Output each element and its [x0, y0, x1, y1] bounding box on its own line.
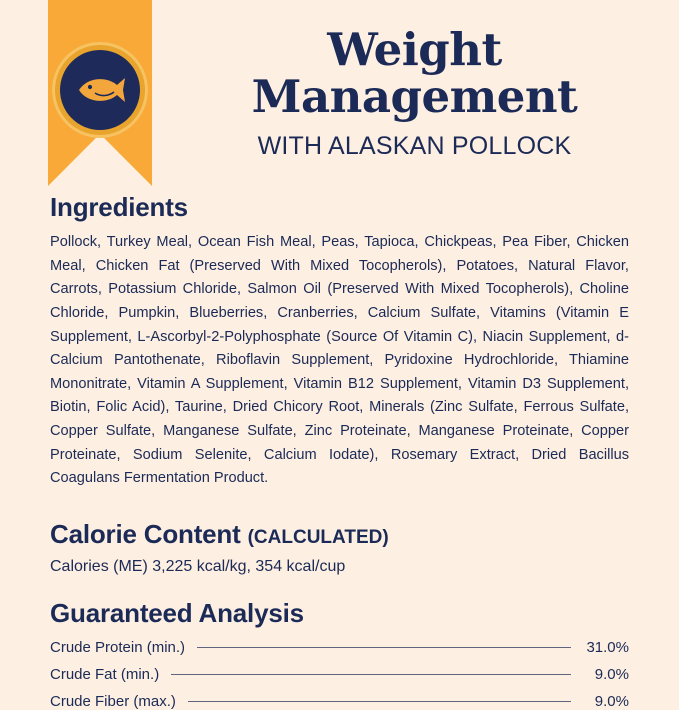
- guaranteed-analysis-value: 31.0%: [586, 639, 629, 657]
- leader-line: [188, 701, 571, 702]
- ingredients-text: Pollock, Turkey Meal, Ocean Fish Meal, Peas, Tapioca, Chickpeas, Pea Fiber, Chicken Meal, Chicken Fat (Preserved With Mixed Tocopherols), Potatoes, Natural Flavor, Carrots, Potassium Chloride, Salmon Oil (Preserved With Mixed Tocopherols), Choline Chloride, Pumpkin, Blueberries, Cranberries, Calcium Sulfate, Vitamins (Vitamin E Supplement, L-Ascorbyl-2-Polyphosphate (Source Of Vitamin C), Niacin Supplement, d-Calcium Pantothenate, Riboflavin Supplement, Pyridoxine Hydrochloride, Thiamine Mononitrate, Vitamin A Supplement, Vitamin B12 Supplement, Vitamin D3 Supplement, Biotin, Folic Acid), Taurine, Dried Chicory Root, Minerals (Zinc Sulfate, Ferrous Sulfate, Copper Sulfate, Manganese Sulfate, Zinc Proteinate, Manganese Proteinate, Copper Proteinate, Sodium Selenite, Calcium Iodate), Rosemary Extract, Dried Bacillus Coagulans Fermentation Product.: [50, 234, 629, 487]
- fish-medal-icon: [52, 42, 148, 138]
- guaranteed-analysis-row: [50, 666, 629, 683]
- guaranteed-analysis-value: 9.0%: [594, 666, 629, 684]
- guaranteed-analysis-row: [50, 693, 629, 710]
- header: [0, 0, 679, 192]
- leader-line: [171, 674, 571, 675]
- calorie-content-heading-note: (CALCULATED): [247, 527, 389, 549]
- guaranteed-analysis-label: Crude Fiber (max.): [50, 693, 176, 710]
- content: [0, 192, 679, 710]
- guaranteed-analysis-heading: Guaranteed Analysis: [50, 598, 304, 629]
- guaranteed-analysis-label: Crude Fat (min.): [50, 666, 160, 684]
- ingredients-heading: Ingredients: [50, 192, 188, 222]
- guaranteed-analysis-row: [50, 639, 629, 656]
- page-title: [170, 23, 659, 161]
- guaranteed-analysis-section: [50, 598, 629, 710]
- calorie-content-section: [50, 519, 629, 576]
- guaranteed-analysis-label: Crude Protein (min.): [50, 639, 186, 657]
- calorie-content-text: Calories (ME) 3,225 kcal/kg, 354 kcal/cup: [50, 558, 346, 576]
- ingredients-section: [50, 192, 629, 491]
- page-subtitle: WITH ALASKAN POLLOCK: [257, 131, 572, 160]
- leader-line: [197, 647, 571, 648]
- medal-inner-circle: [60, 50, 140, 130]
- guaranteed-analysis-value: 9.0%: [594, 693, 629, 710]
- title-line-1: Weight: [327, 23, 502, 76]
- calorie-content-heading: [50, 519, 629, 550]
- title-line-2: Management: [251, 70, 578, 124]
- calorie-content-heading-main: Calorie Content: [50, 519, 241, 550]
